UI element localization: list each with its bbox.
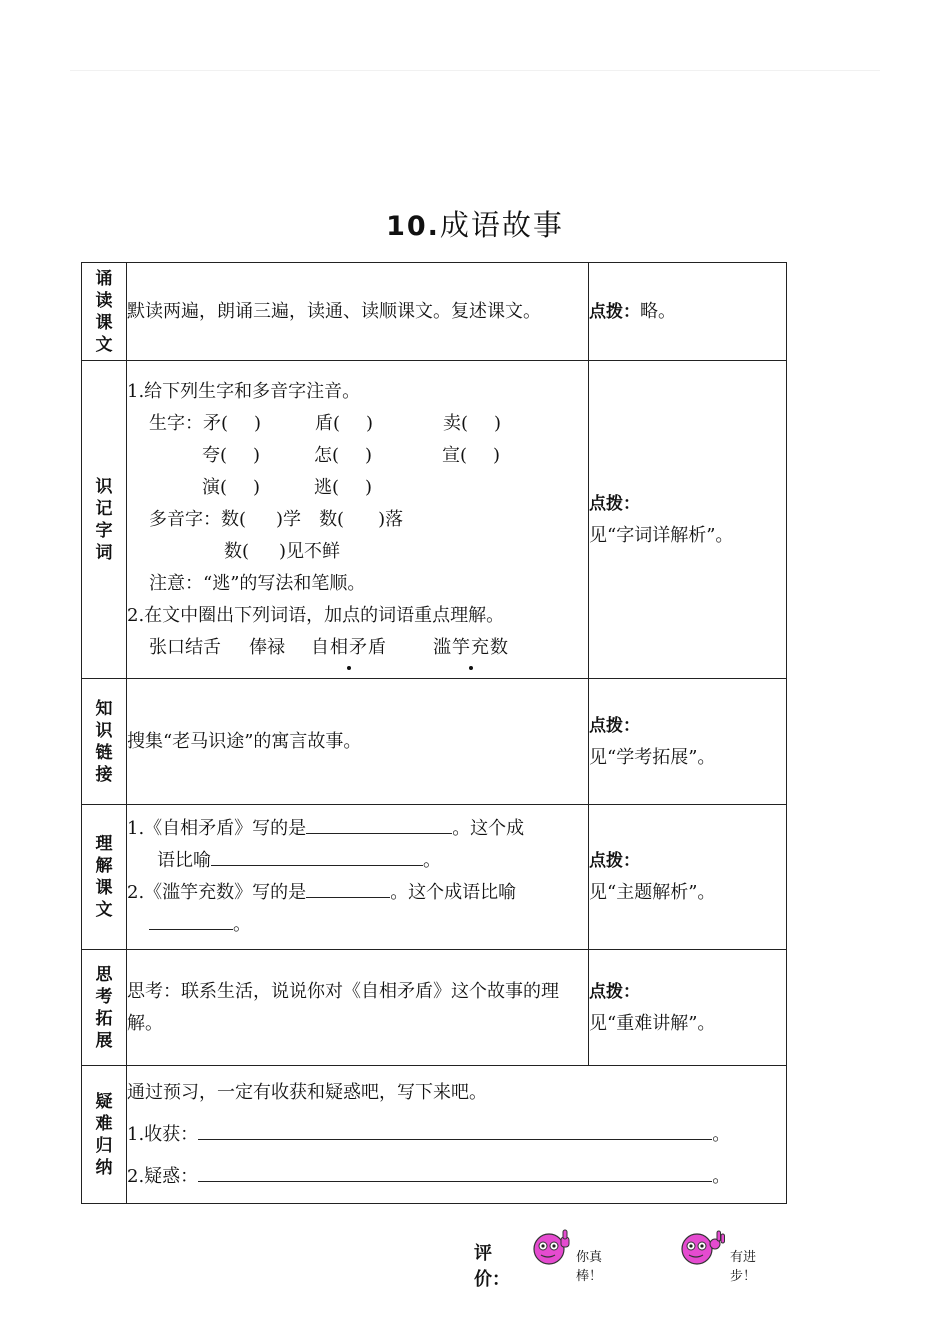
answer-blank[interactable] <box>211 845 423 866</box>
words-tip: 点拨： 见“字词详解析”。 <box>589 361 787 679</box>
writing-note: 注意：“逃”的写法和笔顺。 <box>149 572 366 594</box>
thinking-task: 思考：联系生活，说说你对《自相矛盾》这个故事的理解。 <box>127 950 589 1066</box>
page-title <box>0 203 950 244</box>
row-label-thinking: 思 考 拓 展 <box>82 950 127 1066</box>
row-knowledge <box>82 679 787 805</box>
answer-blank[interactable] <box>306 813 452 834</box>
row-label-doubts: 疑 难 归 纳 <box>82 1066 127 1204</box>
row-label-knowledge: 知 识 链 接 <box>82 679 127 805</box>
reading-task: 默读两遍，朗诵三遍，读通、读顺课文。复述课文。 <box>127 263 589 361</box>
doubts-task: 通过预习，一定有收获和疑惑吧，写下来吧。 1.收获： 。 2.疑惑： 。 <box>127 1066 787 1204</box>
row-label-reading: 诵 读 课 文 <box>82 263 127 361</box>
tip-heading: 点拨： <box>589 493 640 514</box>
evaluation-label: 评价： <box>474 1243 510 1290</box>
chars-row-2: 夸( ) 怎( ) 宣( ) <box>202 444 501 466</box>
vocabulary-terms: 张口结舌 俸禄 自相矛盾 滥竽充数 <box>127 632 588 664</box>
gain-answer-line[interactable] <box>198 1119 712 1140</box>
praise-text-great: 你真棒！ <box>576 1250 603 1284</box>
praise-text-progress: 有进步！ <box>730 1250 757 1284</box>
tip-heading: 点拨： <box>589 851 640 871</box>
row-reading <box>82 263 787 361</box>
tip-heading: 点拨： <box>589 981 640 1002</box>
page-top-rule <box>70 70 880 71</box>
row-thinking <box>82 950 787 1066</box>
row-label-understand: 理 解 课 文 <box>82 805 127 950</box>
thinking-tip: 点拨： 见“重难讲解”。 <box>589 950 787 1066</box>
answer-blank[interactable] <box>149 909 233 930</box>
lesson-title: 成语故事 <box>439 208 564 242</box>
words-task: 1.给下列生字和多音字注音。 生字：矛( ) 盾( ) 卖( ) 夸( ) 怎( ) 宣( ) 演( ) 逃( ) 多音字：数( )学 数( )落 数( )见不鲜 注意：“逃”的写法和笔顺。 2.在文中圈出下列词语，加点的词语重点理解。 张口结舌 俸禄 自相矛盾 滥竽充数 <box>127 361 589 679</box>
chars-row-1: 生字：矛( ) 盾( ) 卖( ) <box>149 412 502 434</box>
chars-row-3: 演( ) 逃( ) <box>202 476 373 498</box>
doubt-answer-line[interactable] <box>198 1161 712 1182</box>
knowledge-task: 搜集“老马识途”的寓言故事。 <box>127 679 589 805</box>
row-words <box>82 361 787 679</box>
row-doubts <box>82 1066 787 1204</box>
tip-heading: 点拨： <box>589 301 640 322</box>
tip-heading: 点拨： <box>589 715 640 736</box>
reading-tip: 点拨：略。 <box>589 263 787 361</box>
row-label-words: 识 记 字 词 <box>82 361 127 679</box>
understand-task: 1.《自相矛盾》写的是 。这个成 语比喻 。 2.《滥竽充数》写的是 。这个成语比喻 。 <box>127 805 589 950</box>
polyphone-row-1: 多音字：数( )学 数( )落 <box>149 508 404 530</box>
thumbs-up-face-icon[interactable] <box>530 1228 574 1268</box>
polyphone-row-2: 数( )见不鲜 <box>224 540 341 562</box>
lesson-number: 10. <box>386 211 440 242</box>
understand-tip: 点拨： 见“主题解析”。 <box>589 805 787 950</box>
preview-worksheet <box>81 262 787 1204</box>
answer-blank[interactable] <box>306 877 390 898</box>
ok-hand-face-icon[interactable] <box>678 1228 726 1268</box>
dotted-term: 自相矛盾 <box>311 632 387 664</box>
dotted-term: 滥竽充数 <box>433 632 509 664</box>
knowledge-tip: 点拨： 见“学考拓展”。 <box>589 679 787 805</box>
row-understand <box>82 805 787 950</box>
